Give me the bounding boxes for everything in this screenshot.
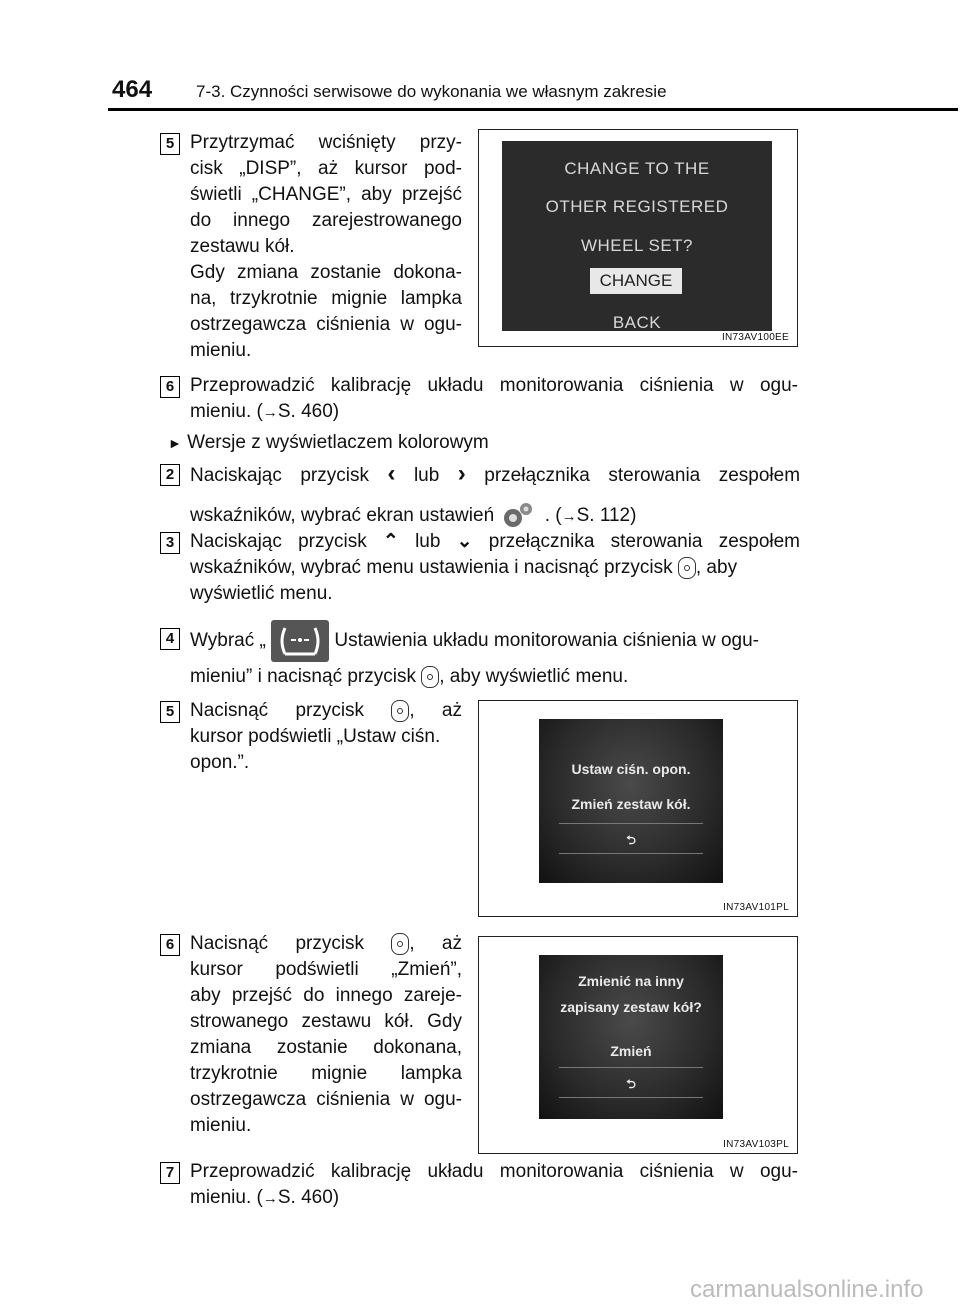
arrow-icon: → <box>262 1190 278 1207</box>
step-number-badge: 6 <box>160 376 180 398</box>
text-part: Ustawienia układu monitorowania ciśnienia w ogu- <box>334 630 759 652</box>
menu-item: Zmień zestaw kół. <box>571 796 691 812</box>
subsection-heading <box>168 430 489 456</box>
heading-text: Wersje z wyświetlaczem kolorowym <box>187 432 489 453</box>
text-part: mieniu. ( <box>190 1187 263 1208</box>
text-part: wskaźników, wybrać menu ustawienia i nacisnąć przycisk <box>190 557 673 578</box>
figure-code: IN73AV100EE <box>721 332 789 343</box>
step-5b-text <box>190 698 462 776</box>
text-part: S. 112) <box>576 505 637 527</box>
text-line: opon.”. <box>190 752 250 773</box>
arrow-icon: → <box>262 404 278 421</box>
text-line <box>190 399 798 426</box>
text-line: świetli „CHANGE”, aby przejść <box>190 184 462 205</box>
text-line: Przeprowadzić kalibrację układu monitorowania ciśnienia w ogu- <box>190 1161 798 1182</box>
text-line: Gdy zmiana zostanie dokona- <box>190 262 462 283</box>
text-part: . ( <box>544 505 562 527</box>
step-number-badge: 2 <box>160 464 180 486</box>
separator <box>559 853 703 854</box>
step-number-badge: 4 <box>160 628 180 650</box>
text-line <box>190 1185 798 1212</box>
screen-text: CHANGE TO THE <box>564 159 710 178</box>
text-part: , aż <box>409 700 462 721</box>
text-part: , aż <box>409 933 462 954</box>
text-line: na, trzykrotnie mignie lampka <box>190 288 462 309</box>
text-part: mieniu” i nacisnąć przycisk <box>190 666 416 687</box>
text-part: Wybrać „ <box>190 630 266 652</box>
section-title: 7-3. Czynności serwisowe do wykonania we własnym zakresie <box>196 82 667 101</box>
step-number-badge: 7 <box>160 1162 180 1184</box>
separator <box>559 823 703 824</box>
text-line: ostrzegawcza ciśnienia w ogu- <box>190 1089 462 1110</box>
chevron-down-icon: ⌄ <box>456 531 473 552</box>
screen-text: Zmienić na inny <box>578 973 684 989</box>
text-part: Nacisnąć przycisk <box>190 933 365 954</box>
text-line: trzykrotnie mignie lampka <box>190 1063 462 1084</box>
back-arrow-icon: ⮌ <box>626 833 636 847</box>
watermark: carmanualsonline.info <box>690 1276 924 1303</box>
enter-button-icon <box>421 666 439 688</box>
step-2-text-line2 <box>190 500 800 532</box>
figure-change-wheel-set <box>478 936 798 1154</box>
menu-item: Ustaw ciśn. opon. <box>571 761 691 777</box>
display-screen <box>539 955 723 1119</box>
step-4-text-line2 <box>190 664 800 690</box>
enter-button-icon <box>391 933 409 955</box>
text-part: lub <box>413 465 440 486</box>
text-line: kursor podświetli „Ustaw ciśn. <box>190 726 441 747</box>
screen-text: WHEEL SET? <box>580 236 694 255</box>
text-line: cisk „DISP”, aż kursor pod- <box>190 158 462 179</box>
settings-gear-icon <box>499 500 539 532</box>
page-number: 464 <box>112 76 153 103</box>
text-part: przełącznika sterowania zespołem <box>488 531 801 552</box>
triangle-bullet-icon: ► <box>168 435 182 451</box>
step-number-badge: 3 <box>160 532 180 554</box>
text-part: S. 460) <box>277 1187 340 1208</box>
text-line: zestawu kół. <box>190 236 295 257</box>
screen-text: OTHER REGISTERED <box>545 197 729 216</box>
step-7-text <box>190 1159 798 1212</box>
highlighted-option: CHANGE <box>590 268 682 294</box>
text-line: kursor podświetli „Zmień”, <box>190 959 462 980</box>
menu-item: Zmień <box>610 1043 652 1059</box>
text-line <box>190 529 800 555</box>
text-line <box>190 931 462 957</box>
text-line: do innego zarejestrowanego <box>190 210 462 231</box>
step-5-text <box>190 130 462 260</box>
text-part: wskaźników, wybrać ekran ustawień <box>190 505 495 527</box>
header-rule <box>108 108 958 111</box>
step-5-note <box>190 260 462 364</box>
step-2-text <box>190 461 800 489</box>
arrow-icon: → <box>561 508 577 526</box>
text-part: S. 460) <box>277 401 340 422</box>
chevron-left-icon: ‹ <box>387 460 396 487</box>
figure-code: IN73AV101PL <box>723 902 789 913</box>
text-part: , aby <box>695 557 738 578</box>
text-line: ostrzegawcza ciśnienia w ogu- <box>190 314 462 335</box>
display-screen <box>539 719 723 883</box>
step-3-text <box>190 529 800 607</box>
text-line: zmiana zostanie dokonana, <box>190 1037 462 1058</box>
step-number-badge: 5 <box>160 701 180 723</box>
step-6b-text <box>190 931 462 1139</box>
screen-text: zapisany zestaw kół? <box>560 999 702 1015</box>
text-part: , aby wyświetlić menu. <box>439 666 629 687</box>
figure-change-screen <box>478 129 798 347</box>
enter-button-icon <box>391 700 409 722</box>
step-6-text <box>190 373 798 426</box>
text-part: mieniu. ( <box>190 401 263 422</box>
text-part: lub <box>415 531 441 552</box>
screen-text: BACK <box>612 313 662 332</box>
separator <box>559 1097 703 1098</box>
text-part: przełącznika sterowania zespołem <box>484 465 801 486</box>
text-part: Naciskając przycisk <box>190 531 367 552</box>
step-number-badge: 5 <box>160 133 180 155</box>
separator <box>559 1067 703 1068</box>
text-line <box>190 698 462 724</box>
text-line: mieniu. <box>190 1115 252 1136</box>
step-4-text <box>190 620 800 664</box>
text-line: mieniu. <box>190 340 252 361</box>
step-number-badge: 6 <box>160 934 180 956</box>
text-line <box>190 555 800 581</box>
text-line: Przytrzymać wciśnięty przy- <box>190 132 462 153</box>
text-line: Przeprowadzić kalibrację układu monitorowania ciśnienia w ogu- <box>190 375 798 396</box>
chevron-up-icon: ⌃ <box>382 531 399 552</box>
tire-pressure-icon <box>271 620 329 662</box>
text-line <box>190 461 800 489</box>
display-screen <box>502 141 772 331</box>
figure-code: IN73AV103PL <box>723 1139 789 1150</box>
text-part: Nacisnąć przycisk <box>190 700 365 721</box>
text-line: wyświetlić menu. <box>190 583 333 604</box>
figure-tire-menu <box>478 700 798 917</box>
chevron-right-icon: › <box>457 460 466 487</box>
enter-button-icon <box>678 557 696 579</box>
text-part: Naciskając przycisk <box>190 465 369 486</box>
text-line: aby przejść do innego zareje- <box>190 985 462 1006</box>
back-arrow-icon: ⮌ <box>626 1077 636 1091</box>
text-line: strowanego zestawu kół. Gdy <box>190 1011 462 1032</box>
